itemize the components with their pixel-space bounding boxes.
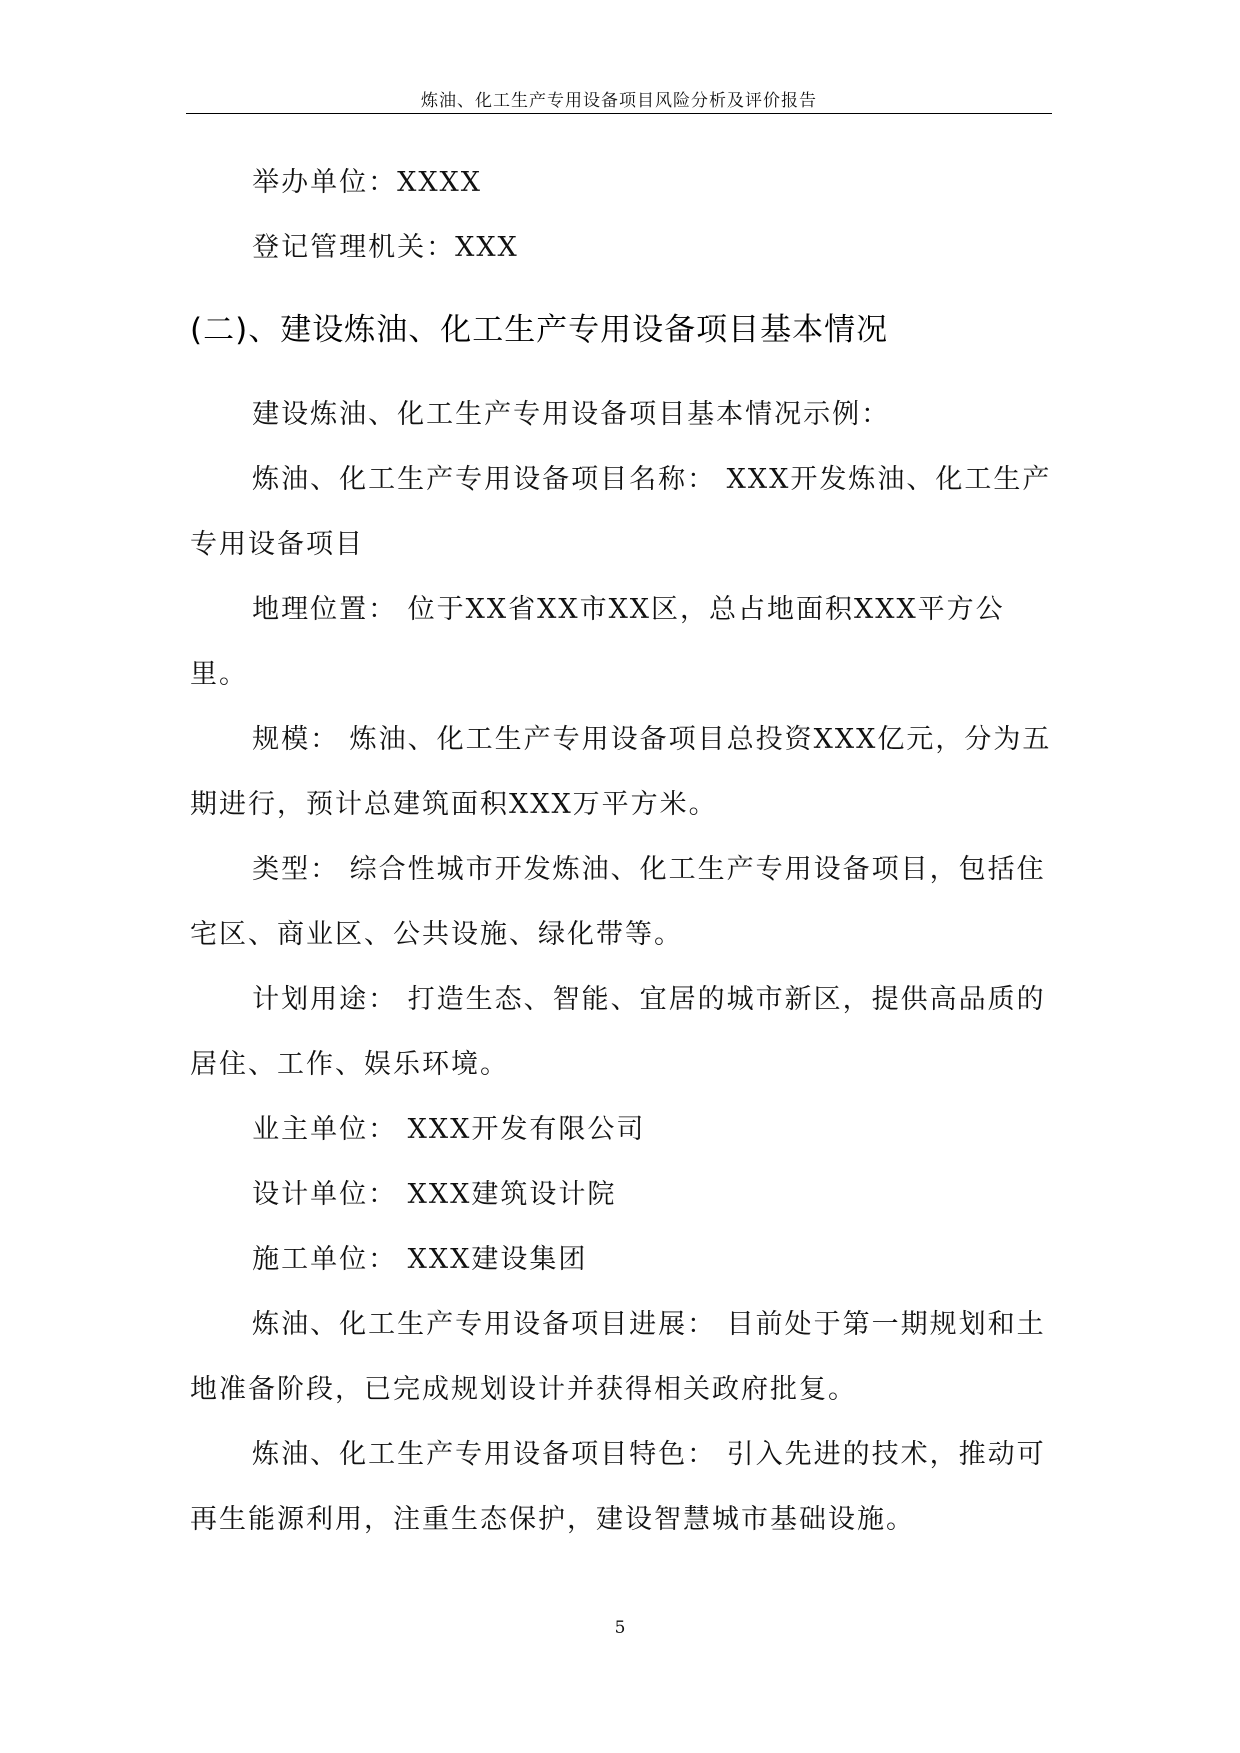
constructor-paragraph: 施工单位： XXX建设集团 [252,1244,588,1275]
location-paragraph: 地理位置： 位于XX省XX市XX区，总占地面积XXX平方公里。 [190,594,1005,690]
features-paragraph: 炼油、化工生产专用设备项目特色： 引入先进的技术，推动可再生能源利用，注重生态保护，建设智慧城市基础设施。 [190,1439,1046,1535]
owner-paragraph: 业主单位： XXX开发有限公司 [252,1114,646,1145]
designer-paragraph: 设计单位： XXX建筑设计院 [252,1179,617,1210]
intro-paragraph: 建设炼油、化工生产专用设备项目基本情况示例： [252,399,891,430]
page-number: 5 [614,1618,626,1638]
purpose-paragraph: 计划用途： 打造生态、智能、宜居的城市新区，提供高品质的居住、工作、娱乐环境。 [190,984,1046,1080]
document-body [190,150,1055,1552]
section-heading: (二)、建设炼油、化工生产专用设备项目基本情况 [190,312,889,348]
type-paragraph: 类型： 综合性城市开发炼油、化工生产专用设备项目，包括住宅区、商业区、公共设施、绿化带等。 [190,854,1046,950]
organizer-line: 举办单位：XXXX [252,167,482,198]
scale-paragraph: 规模： 炼油、化工生产专用设备项目总投资XXX亿元，分为五期进行，预计总建筑面积XXX万平方米。 [190,724,1052,820]
progress-paragraph: 炼油、化工生产专用设备项目进展： 目前处于第一期规划和土地准备阶段，已完成规划设计并获得相关政府批复。 [190,1309,1046,1405]
running-header: 炼油、化工生产专用设备项目风险分析及评价报告 [421,91,817,111]
registration-line: 登记管理机关：XXX [252,232,519,263]
header-rule [186,113,1052,114]
project-name-paragraph: 炼油、化工生产专用设备项目名称： XXX开发炼油、化工生产专用设备项目 [190,464,1052,560]
